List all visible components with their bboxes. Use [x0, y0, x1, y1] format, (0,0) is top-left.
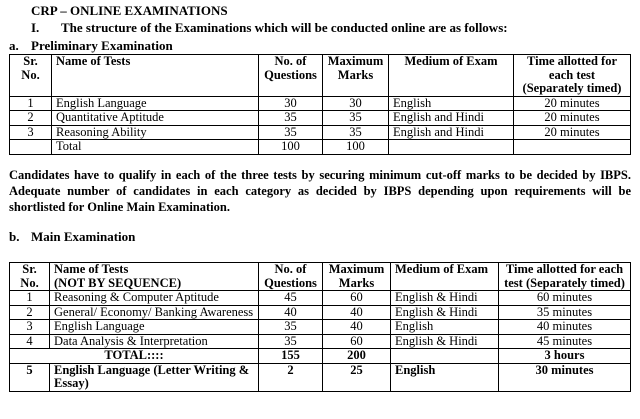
cell-sr: 1: [10, 96, 52, 111]
intro-number: I.: [31, 20, 40, 35]
cell-name: Reasoning Ability: [52, 125, 259, 140]
cell-marks: 60: [323, 334, 391, 349]
col-name-line1: Name of Tests: [54, 262, 129, 276]
preliminary-header-row: [10, 55, 631, 97]
cell-total-questions: 155: [259, 349, 323, 364]
cell-name: English Language (Letter Writing & Essay): [50, 363, 259, 391]
cell-empty: [389, 140, 514, 155]
cell-medium: English: [389, 96, 514, 111]
cell-questions: 30: [259, 96, 323, 111]
cell-sr: 5: [10, 363, 50, 391]
qualify-paragraph: Candidates have to qualify in each of the three tests by securing minimum cut-off marks to be decided by IBPS. Adequate number of candidates in each category as decided by IBPS depending upon requirements will be shortlisted for Online Main Examination.: [9, 168, 631, 214]
cell-time: 30 minutes: [499, 363, 631, 391]
cell-sr: 1: [10, 291, 50, 306]
cell-medium: English: [391, 363, 499, 391]
table-row: [10, 125, 631, 140]
cell-questions: 40: [259, 305, 323, 320]
cell-time: 40 minutes: [499, 320, 631, 335]
cell-total-label: TOTAL::::: [10, 349, 259, 364]
col-maximum-marks: Maximum Marks: [323, 55, 389, 97]
cell-questions: 35: [259, 320, 323, 335]
cell-time: 45 minutes: [499, 334, 631, 349]
table-row: [10, 320, 631, 335]
cell-medium: English & Hindi: [391, 291, 499, 306]
cell-marks: 35: [323, 111, 389, 126]
col-time-allotted: Time allotted for each test (Separately timed): [499, 263, 631, 291]
col-medium-of-exam: Medium of Exam: [389, 55, 514, 97]
table-row: [10, 111, 631, 126]
cell-total-questions: 100: [259, 140, 323, 155]
col-sr-no: Sr. No.: [10, 263, 50, 291]
total-row: [10, 140, 631, 155]
cell-marks: 40: [323, 305, 391, 320]
cell-marks: 30: [323, 96, 389, 111]
col-time-allotted: Time allotted for each test (Separately timed): [514, 55, 631, 97]
cell-medium: English: [391, 320, 499, 335]
table-row: [10, 363, 631, 391]
cell-questions: 35: [259, 111, 323, 126]
cell-sr: 2: [10, 305, 50, 320]
cell-time: 20 minutes: [514, 111, 631, 126]
cell-marks: 60: [323, 291, 391, 306]
table-row: [10, 96, 631, 111]
cell-marks: 25: [323, 363, 391, 391]
cell-time: 35 minutes: [499, 305, 631, 320]
table-row: [10, 305, 631, 320]
document-title: CRP – ONLINE EXAMINATIONS: [31, 3, 228, 18]
cell-total-time: 3 hours: [499, 349, 631, 364]
col-sr-no: Sr. No.: [10, 55, 52, 97]
table-row: [10, 334, 631, 349]
cell-name: English Language: [50, 320, 259, 335]
cell-questions: 35: [259, 125, 323, 140]
cell-total-marks: 200: [323, 349, 391, 364]
main-header-row: [10, 263, 631, 291]
cell-empty: [391, 349, 499, 364]
cell-time: 20 minutes: [514, 125, 631, 140]
cell-time: 60 minutes: [499, 291, 631, 306]
cell-medium: English and Hindi: [389, 111, 514, 126]
intro-line: [31, 20, 508, 36]
cell-questions: 35: [259, 334, 323, 349]
intro-text: The structure of the Examinations which will be conducted online are as follows:: [61, 20, 508, 35]
cell-total-label: Total: [52, 140, 259, 155]
main-heading: [9, 229, 135, 245]
cell-medium: English & Hindi: [391, 334, 499, 349]
cell-marks: 40: [323, 320, 391, 335]
cell-sr: 3: [10, 320, 50, 335]
cell-sr: 3: [10, 125, 52, 140]
col-medium-of-exam: Medium of Exam: [391, 263, 499, 291]
preliminary-heading-number: a.: [9, 38, 19, 53]
cell-questions: 2: [259, 363, 323, 391]
cell-questions: 45: [259, 291, 323, 306]
cell-empty: [514, 140, 631, 155]
cell-name: General/ Economy/ Banking Awareness: [50, 305, 259, 320]
main-heading-label: Main Examination: [31, 229, 136, 244]
cell-empty: [10, 140, 52, 155]
col-no-of-questions: No. of Questions: [259, 263, 323, 291]
cell-medium: English and Hindi: [389, 125, 514, 140]
preliminary-heading: [9, 38, 173, 54]
preliminary-table: [9, 54, 631, 155]
preliminary-heading-label: Preliminary Examination: [31, 38, 173, 53]
col-no-of-questions: No. of Questions: [259, 55, 323, 97]
cell-marks: 35: [323, 125, 389, 140]
main-table: [9, 262, 631, 392]
col-name-line2: (NOT BY SEQUENCE): [54, 275, 182, 290]
cell-total-marks: 100: [323, 140, 389, 155]
col-maximum-marks: Maximum Marks: [323, 263, 391, 291]
cell-sr: 4: [10, 334, 50, 349]
col-name-of-tests: [50, 263, 259, 291]
col-name-of-tests: Name of Tests: [52, 55, 259, 97]
main-heading-number: b.: [9, 229, 20, 244]
cell-name: Quantitative Aptitude: [52, 111, 259, 126]
cell-sr: 2: [10, 111, 52, 126]
cell-medium: English & Hindi: [391, 305, 499, 320]
total-row: [10, 349, 631, 364]
cell-time: 20 minutes: [514, 96, 631, 111]
cell-name: Data Analysis & Interpretation: [50, 334, 259, 349]
table-row: [10, 291, 631, 306]
cell-name: Reasoning & Computer Aptitude: [50, 291, 259, 306]
cell-name: English Language: [52, 96, 259, 111]
